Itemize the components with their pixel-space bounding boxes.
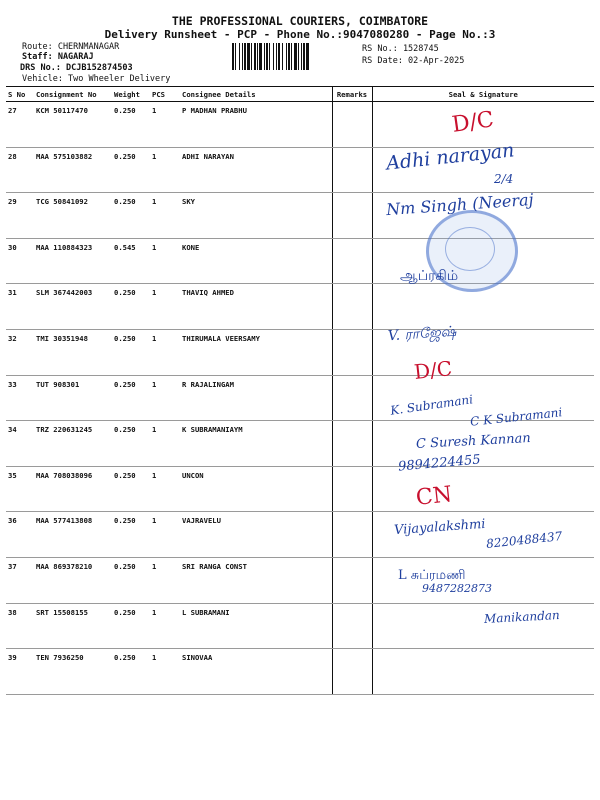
cell-pcs: 1 — [150, 603, 180, 649]
cell-weight: 0.250 — [112, 102, 150, 148]
table-row — [6, 649, 594, 695]
signature-34: K. Subramani — [389, 392, 474, 418]
rs-date: RS Date: 02-Apr-2025 — [362, 56, 465, 66]
cell-consignment: KCM 50117470 — [34, 102, 112, 148]
cell-consignment: MAA 708038096 — [34, 466, 112, 512]
col-pcs: PCS — [150, 87, 180, 102]
cell-consignment: SRT 15508155 — [34, 603, 112, 649]
signature-29: Nm Singh (Neeraj — [385, 189, 535, 220]
col-weight: Weight — [112, 87, 150, 102]
signature-37-phone: 8220488437 — [485, 529, 563, 551]
cell-consignee: K SUBRAMANIAYM — [180, 421, 332, 467]
cell-weight: 0.250 — [112, 557, 150, 603]
cell-pcs: 1 — [150, 649, 180, 695]
signature-27: D/C — [450, 107, 496, 138]
signature-37: Vijayalakshmi — [393, 516, 486, 539]
col-sno: S No — [6, 87, 34, 102]
table-header-row — [6, 87, 594, 102]
cell-consignment: MAA 110884323 — [34, 238, 112, 284]
cell-consignee: UNCON — [180, 466, 332, 512]
cell-weight: 0.250 — [112, 603, 150, 649]
cell-pcs: 1 — [150, 466, 180, 512]
cell-consignee: KONE — [180, 238, 332, 284]
cell-pcs: 1 — [150, 147, 180, 193]
cell-sno: 27 — [6, 102, 34, 148]
cell-consignee: SINOVAA — [180, 649, 332, 695]
cell-weight: 0.250 — [112, 284, 150, 330]
signature-28-date: 2/4 — [494, 172, 514, 186]
cell-sno: 37 — [6, 557, 34, 603]
barcode-bar — [309, 43, 310, 70]
rs-number: RS No.: 1528745 — [362, 44, 439, 54]
signature-36-remark: CN — [414, 482, 454, 511]
cell-remarks — [332, 512, 372, 558]
cell-remarks — [332, 466, 372, 512]
signature-33: V. ராஜேஷ் — [387, 323, 457, 345]
cell-weight: 0.250 — [112, 375, 150, 421]
cell-consignment: SLM 367442003 — [34, 284, 112, 330]
cell-remarks — [332, 238, 372, 284]
cell-remarks — [332, 193, 372, 239]
cell-pcs: 1 — [150, 238, 180, 284]
cell-consignee: SKY — [180, 193, 332, 239]
cell-consignee: VAJRAVELU — [180, 512, 332, 558]
signature-38-phone: 9487282873 — [422, 582, 492, 595]
cell-pcs: 1 — [150, 421, 180, 467]
cell-pcs: 1 — [150, 557, 180, 603]
signature-38: L சுப்ரமணி — [398, 568, 466, 583]
cell-sno: 34 — [6, 421, 34, 467]
cell-sno: 39 — [6, 649, 34, 695]
cell-pcs: 1 — [150, 329, 180, 375]
col-consignee: Consignee Details — [180, 87, 332, 102]
cell-remarks — [332, 603, 372, 649]
col-remarks: Remarks — [332, 87, 372, 102]
col-signature: Seal & Signature — [372, 87, 594, 102]
cell-weight: 0.250 — [112, 329, 150, 375]
cell-sno: 31 — [6, 284, 34, 330]
cell-remarks — [332, 557, 372, 603]
cell-sno: 32 — [6, 329, 34, 375]
col-consignment: Consignment No — [34, 87, 112, 102]
cell-weight: 0.250 — [112, 147, 150, 193]
cell-remarks — [332, 421, 372, 467]
cell-weight: 0.250 — [112, 421, 150, 467]
cell-pcs: 1 — [150, 193, 180, 239]
cell-consignee: L SUBRAMANI — [180, 603, 332, 649]
cell-sno: 29 — [6, 193, 34, 239]
signature-28: Adhi narayan — [385, 139, 516, 175]
cell-consignment: TMI 30351948 — [34, 329, 112, 375]
table-row — [6, 284, 594, 330]
drs-label: DRS No.: DCJB152874503 — [20, 63, 133, 73]
cell-remarks — [332, 102, 372, 148]
staff-label: Staff: NAGARAJ — [22, 52, 94, 62]
barcode — [232, 43, 354, 70]
cell-remarks — [332, 284, 372, 330]
cell-weight: 0.545 — [112, 238, 150, 284]
cell-pcs: 1 — [150, 512, 180, 558]
table-row — [6, 557, 594, 603]
signature-39: Manikandan — [483, 608, 561, 626]
cell-sno: 28 — [6, 147, 34, 193]
cell-consignment: TUT 908301 — [34, 375, 112, 421]
signature-34-remark: D/C — [412, 356, 454, 384]
cell-consignee: P MADHAN PRABHU — [180, 102, 332, 148]
cell-pcs: 1 — [150, 375, 180, 421]
table-row — [6, 466, 594, 512]
cell-weight: 0.250 — [112, 649, 150, 695]
cell-weight: 0.250 — [112, 466, 150, 512]
cell-consignee: R RAJALINGAM — [180, 375, 332, 421]
cell-sno: 36 — [6, 512, 34, 558]
cell-sno: 33 — [6, 375, 34, 421]
cell-remarks — [332, 649, 372, 695]
cell-signature — [372, 649, 594, 695]
route-label: Route: CHERNMANAGAR — [22, 42, 120, 52]
cell-weight: 0.250 — [112, 512, 150, 558]
cell-pcs: 1 — [150, 284, 180, 330]
cell-consignment: TEN 7936250 — [34, 649, 112, 695]
cell-sno: 30 — [6, 238, 34, 284]
cell-consignee: THAVIQ AHMED — [180, 284, 332, 330]
signature-35: C Suresh Kannan — [415, 431, 532, 452]
cell-pcs: 1 — [150, 102, 180, 148]
header-subtitle: Delivery Runsheet - PCP - Phone No.:9047080280 - Page No.:3 — [104, 28, 496, 41]
table-row — [6, 329, 594, 375]
cell-remarks — [332, 329, 372, 375]
cell-weight: 0.250 — [112, 193, 150, 239]
cell-sno: 38 — [6, 603, 34, 649]
cell-consignment: TRZ 220631245 — [34, 421, 112, 467]
cell-sno: 35 — [6, 466, 34, 512]
signature-34-b: C K Subramani — [469, 405, 563, 429]
cell-consignment: TCG 50841092 — [34, 193, 112, 239]
cell-consignee: THIRUMALA VEERSAMY — [180, 329, 332, 375]
signature-35-phone: 9894224455 — [397, 452, 482, 475]
cell-remarks — [332, 375, 372, 421]
cell-consignment: MAA 575103882 — [34, 147, 112, 193]
cell-consignee: SRI RANGA CONST — [180, 557, 332, 603]
cell-remarks — [332, 147, 372, 193]
cell-consignment: MAA 869378210 — [34, 557, 112, 603]
cell-consignee: ADHI NARAYAN — [180, 147, 332, 193]
header-company: THE PROFESSIONAL COURIERS, COIMBATORE — [171, 14, 429, 28]
signature-31: ஆப்ரகிம் — [400, 268, 459, 284]
vehicle-label: Vehicle: Two Wheeler Delivery — [22, 74, 171, 84]
cell-signature — [372, 603, 594, 649]
cell-consignment: MAA 577413808 — [34, 512, 112, 558]
